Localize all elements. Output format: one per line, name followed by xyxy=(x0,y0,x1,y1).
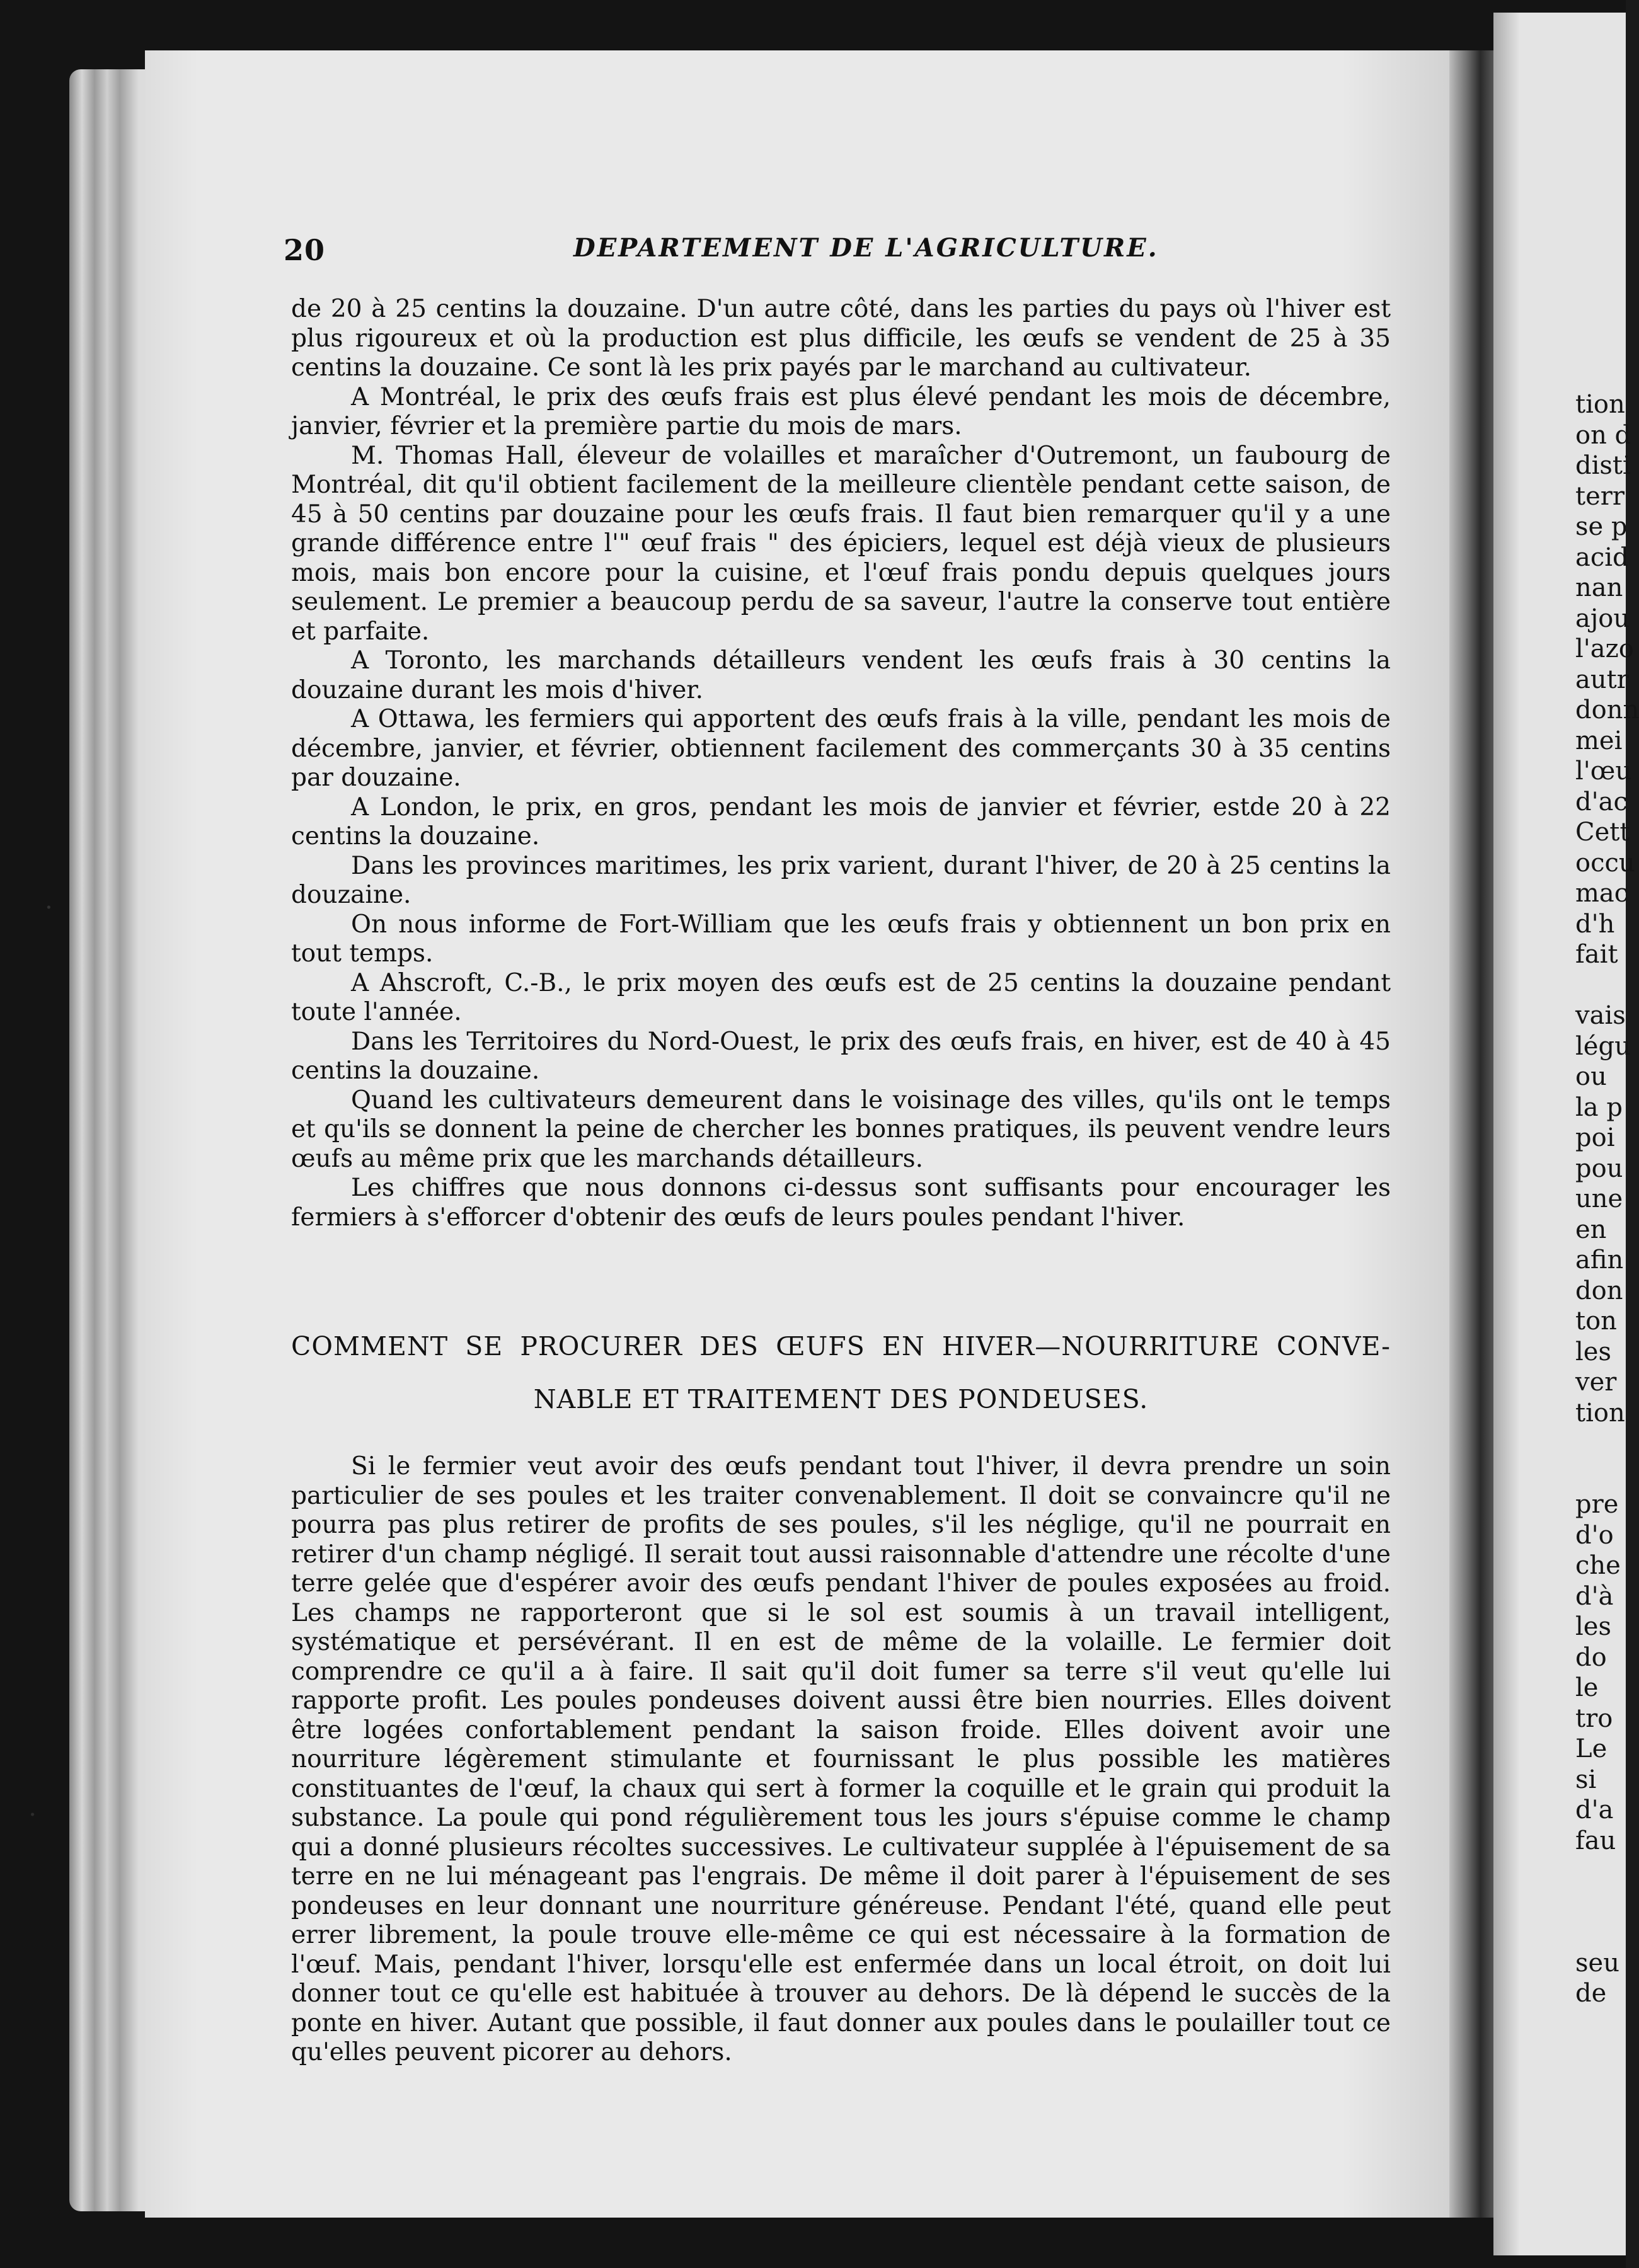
facing-page-line: légu xyxy=(1575,1031,1631,1061)
facing-page-line: l'œu xyxy=(1575,757,1632,786)
facing-page-line: don xyxy=(1575,1276,1623,1305)
facing-page-line: ou xyxy=(1575,1062,1607,1091)
facing-page-line: mac xyxy=(1575,879,1629,908)
facing-page-line: autr xyxy=(1575,665,1629,694)
facing-page-line: les xyxy=(1575,1612,1611,1641)
book-gutter xyxy=(1449,50,1493,2218)
paragraph: M. Thomas Hall, éleveur de volailles et maraîcher d'Outremont, un faubourg de Montréal, dit qu'il obtient facilement de la meilleure clientèle pendant cette saison, de 45 à 50 centins par douzaine pour les œufs frais. Il faut bien remarquer qu'il y a une grande différence entre l'" œuf frais " des épiciers, lequel est déjà vieux de plusieurs mois, mais bon encore pour la cuisine, et l'œuf frais pondu depuis quelques jours seulement. Le premier a beaucoup perdu de sa saveur, l'autre la conserve tout entière et parfaite. xyxy=(291,441,1391,646)
section-heading-line-2: NABLE ET TRAITEMENT DES PONDEUSES. xyxy=(533,1384,1149,1414)
facing-page-line: Cett xyxy=(1575,818,1630,847)
facing-page-line: d'o xyxy=(1575,1520,1614,1550)
paragraph: de 20 à 25 centins la douzaine. D'un autre côté, dans les parties du pays où l'hiver est plus rigoureux et où la production est plus difficile, les œufs se vendent de 25 à 35 centins la douzaine. Ce sont là les prix payés par le marchand au cultivateur. xyxy=(291,295,1391,382)
left-page xyxy=(145,50,1475,2218)
facing-page-line: pre xyxy=(1575,1490,1619,1519)
facing-page-line: Le xyxy=(1575,1734,1607,1763)
facing-page-line: si xyxy=(1575,1765,1597,1794)
facing-page-line: seu xyxy=(1575,1948,1619,1978)
facing-page-line: fau xyxy=(1575,1826,1616,1855)
facing-page-line: le xyxy=(1575,1673,1599,1702)
facing-page-line: pou xyxy=(1575,1154,1623,1183)
facing-page-line: afin xyxy=(1575,1246,1624,1274)
facing-page-line: de xyxy=(1575,1979,1607,2008)
facing-page-line: tro xyxy=(1575,1704,1613,1733)
running-head: DEPARTEMENT DE L'AGRICULTURE. xyxy=(573,233,1159,263)
paragraph: A Toronto, les marchands détailleurs vendent les œufs frais à 30 centins la douzaine durant les mois d'hiver. xyxy=(291,646,1391,704)
section-heading xyxy=(291,1320,1391,1426)
section-1-text xyxy=(291,295,1391,1232)
facing-page-line: poi xyxy=(1575,1123,1615,1152)
paragraph: A London, le prix, en gros, pendant les mois de janvier et février, estde 20 à 22 centins la douzaine. xyxy=(291,793,1391,850)
facing-page-line: l'azo xyxy=(1575,634,1634,663)
paragraph: A Ahscroft, C.-B., le prix moyen des œufs est de 25 centins la douzaine pendant toute l'année. xyxy=(291,968,1391,1026)
facing-page-line: d'à xyxy=(1575,1581,1614,1611)
facing-page-line: on d xyxy=(1575,420,1631,450)
facing-page-line: d'ac xyxy=(1575,787,1628,816)
paragraph: Dans les Territoires du Nord-Ouest, le prix des œufs frais, en hiver, est de 40 à 45 centins la douzaine. xyxy=(291,1027,1391,1085)
facing-page-line: se p xyxy=(1575,512,1628,541)
page-number: 20 xyxy=(284,233,326,267)
facing-page-line: ton xyxy=(1575,1307,1617,1336)
paragraph: Quand les cultivateurs demeurent dans le voisinage des villes, qu'ils ont le temps et qu'ils se donnent la peine de chercher les bonnes pratiques, ils peuvent vendre leurs œufs au même prix que les marchands détailleurs. xyxy=(291,1085,1391,1173)
facing-page-line: en xyxy=(1575,1215,1607,1244)
facing-page-line: fait xyxy=(1575,940,1618,969)
paragraph: A Ottawa, les fermiers qui apportent des œufs frais à la ville, pendant les mois de décembre, janvier, et février, obtiennent facilement des commerçants 30 à 35 centins par douzaine. xyxy=(291,705,1391,792)
facing-page xyxy=(1493,13,1639,2255)
facing-page-line: ver xyxy=(1575,1368,1617,1397)
paragraph: Si le fermier veut avoir des œufs pendant tout l'hiver, il devra prendre un soin particulier de ses poules et les traiter convenablement. Il doit se convaincre qu'il ne pourra pas plus retirer de profits de ses poules, s'il les néglige, qu'il ne pourrait en retirer d'un champ négligé. Il serait tout aussi raisonnable d'attendre une récolte d'une terre gelée que d'espérer avoir des œufs pendant l'hiver de poules exposées au froid. Les champs ne rapporteront que si le sol est soumis à un travail intelligent, systématique et persévérant. Il en est de même de la volaille. Le fermier doit comprendre ce qu'il a à faire. Il sait qu'il doit fumer sa terre s'il veut qu'elle lui rapporte profit. Les poules pondeuses doivent aussi être bien nourries. Elles doivent être logées confortablement pendant la saison froide. Elles doivent avoir une nourriture légèrement stimulante et fournissant le plus possible les matières constituantes de l'œuf, la chaux qui sert à former la coquille et le grain qui produit la substance. La poule qui pond régulièrement tous les jours s'épuise comme le champ qui a donné plusieurs récoltes successives. Le cultivateur supplée à l'épuisement de sa terre en ne lui ménageant pas l'engrais. De même il doit parer à l'épuisement de ses pondeuses en leur donnant une nourriture généreuse. Pendant l'été, quand elle peut errer librement, la poule trouve elle-même ce qui est nécessaire à la formation de l'œuf. Mais, pendant l'hiver, lorsqu'elle est enfermée dans un local étroit, on doit lui donner tout ce qu'elle est habituée à trouver au dehors. De là dépend le succès de la ponte en hiver. Autant que possible, il faut donner aux poules dans le poulailler tout ce qu'elles peuvent picorer au dehors. xyxy=(291,1452,1391,2066)
section-2-text xyxy=(291,1452,1391,2068)
facing-page-line: d'h xyxy=(1575,909,1615,939)
facing-page-line: donn xyxy=(1575,696,1639,724)
facing-page-line: ajou xyxy=(1575,604,1630,633)
facing-page-line: che xyxy=(1575,1551,1621,1580)
facing-page-line: occu xyxy=(1575,848,1635,878)
facing-page-line: une xyxy=(1575,1184,1623,1213)
paragraph: Les chiffres que nous donnons ci-dessus sont suffisants pour encourager les fermiers à s'efforcer d'obtenir des œufs de leurs poules pendant l'hiver. xyxy=(291,1174,1391,1232)
facing-page-line: vais xyxy=(1575,1001,1626,1030)
facing-page-line: les xyxy=(1575,1337,1611,1366)
section-heading-line-1: COMMENT SE PROCURER DES ŒUFS EN HIVER—NOURRITURE CONVE- xyxy=(291,1331,1391,1361)
facing-page-line: mei xyxy=(1575,726,1623,755)
facing-page-line: tion xyxy=(1575,1398,1625,1428)
facing-page-line: do xyxy=(1575,1642,1607,1672)
paragraph: On nous informe de Fort-William que les œufs frais y obtiennent un bon prix en tout temps. xyxy=(291,910,1391,968)
facing-page-line: terr xyxy=(1575,481,1625,511)
facing-page-line: d'a xyxy=(1575,1796,1614,1824)
facing-page-line: nan xyxy=(1575,573,1623,602)
facing-page-line: tion xyxy=(1575,390,1625,419)
facing-page-line: la p xyxy=(1575,1092,1623,1122)
facing-page-line: acid xyxy=(1575,542,1629,572)
facing-page-line: disti xyxy=(1575,451,1631,480)
paragraph: A Montréal, le prix des œufs frais est plus élevé pendant les mois de décembre, janvier, février et la première partie du mois de mars. xyxy=(291,382,1391,440)
paragraph: Dans les provinces maritimes, les prix varient, durant l'hiver, de 20 à 25 centins la douzaine. xyxy=(291,851,1391,909)
